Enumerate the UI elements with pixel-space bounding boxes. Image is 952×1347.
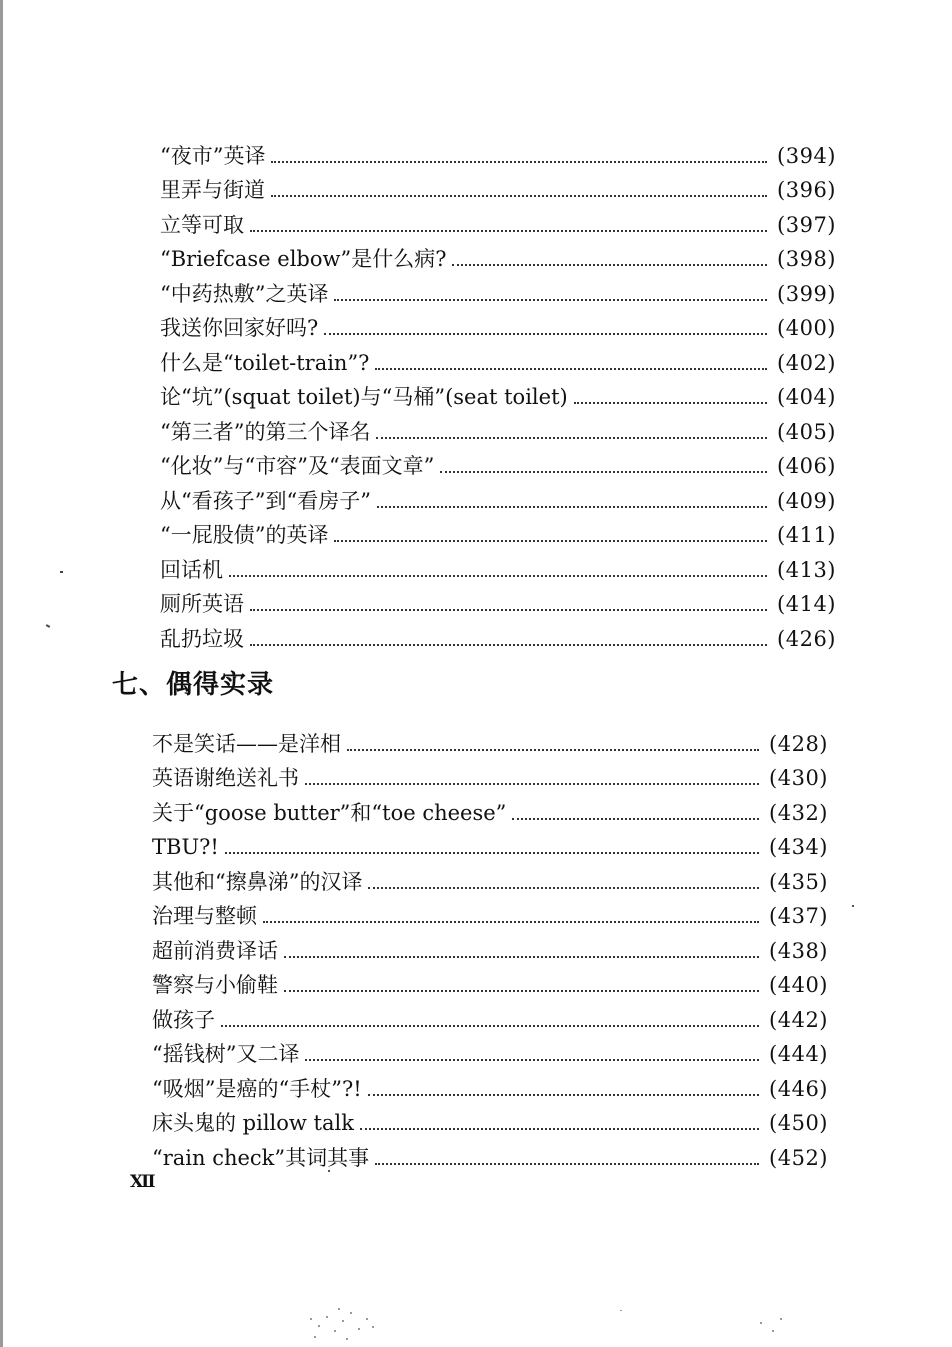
toc-entry-title: TBU?! — [152, 835, 219, 859]
toc-entry-title: 论“坑”(squat toilet)与“马桶”(seat toilet) — [160, 385, 568, 409]
toc-entry-title: “化妆”与“市容”及“表面文章” — [160, 454, 435, 478]
toc-entry-title: “夜市”英译 — [160, 143, 266, 168]
toc-entry-page: (396) — [777, 178, 836, 202]
toc-entry-page: (394) — [777, 143, 836, 168]
page-number: Ⅻ — [130, 1172, 156, 1192]
toc-entry-title: 什么是“toilet-train”? — [160, 350, 370, 375]
toc-entry-title: 警察与小偷鞋 — [152, 973, 278, 997]
toc-entry-page: (440) — [769, 973, 828, 997]
toc-entry-title: “一屁股债”的英译 — [160, 523, 329, 547]
toc-entry-page: (435) — [769, 869, 828, 894]
toc-entry-page: (413) — [777, 557, 836, 582]
toc-entry-title: 厕所英语 — [160, 592, 244, 616]
toc-entry-page: (406) — [777, 454, 836, 478]
toc-entry-title: 里弄与街道 — [160, 178, 265, 202]
toc-entry-page: (414) — [777, 592, 836, 616]
toc-entry-page: (446) — [769, 1076, 828, 1101]
toc-entry-title: 从“看孩子”到“看房子” — [160, 488, 371, 513]
toc-entry-title: 超前消费译话 — [152, 938, 278, 963]
toc-entry-page: (434) — [769, 835, 828, 859]
toc-entry-title: 我送你回家好吗? — [160, 316, 319, 340]
toc-entry-page: (450) — [769, 1111, 828, 1135]
toc-entry-page: (432) — [769, 800, 828, 825]
toc-entry-title: 其他和“擦鼻涕”的汉译 — [152, 869, 363, 894]
toc-entry-page: (452) — [769, 1145, 828, 1170]
toc-entry-title: 关于“goose butter”和“toe cheese” — [152, 800, 507, 825]
toc-entry-title: 治理与整顿 — [152, 904, 257, 928]
section-heading: 七、偶得实录 — [112, 670, 275, 700]
toc-entry-title: “摇钱树”又二译 — [152, 1042, 300, 1066]
toc-entry-page: (411) — [777, 523, 836, 547]
toc-entry-page: (400) — [777, 316, 836, 340]
toc-entry-page: (437) — [769, 904, 828, 928]
toc-entry-title: “吸烟”是癌的“手杖”?! — [152, 1076, 362, 1101]
toc-entry-page: (442) — [769, 1007, 828, 1032]
toc-entry-page: (405) — [777, 419, 836, 444]
toc-entry-title: “第三者”的第三个译名 — [160, 419, 371, 444]
toc-entry-title: “中药热敷”之英译 — [160, 281, 329, 306]
toc-entry-title: 立等可取 — [160, 212, 244, 237]
toc-entry-page: (398) — [777, 247, 836, 271]
toc-entry-page: (397) — [777, 212, 836, 237]
toc-entry-title: “Briefcase elbow”是什么病? — [160, 247, 447, 271]
toc-entry-title: “rain check”其词其事 — [152, 1145, 370, 1170]
toc-entry-title: 床头鬼的 pillow talk — [152, 1111, 354, 1135]
toc-entry-page: (404) — [777, 385, 836, 409]
toc-entry-title: 乱扔垃圾 — [160, 626, 244, 651]
toc-entry-page: (399) — [777, 281, 836, 306]
toc-entry-page: (409) — [777, 488, 836, 513]
toc-entry-title: 回话机 — [160, 557, 223, 582]
toc-entry-title: 英语谢绝送礼书 — [152, 766, 299, 790]
toc-entry-page: (402) — [777, 350, 836, 375]
toc-entry-title: 做孩子 — [152, 1007, 215, 1032]
toc-entry-page: (438) — [769, 938, 828, 963]
toc-entry-page: (430) — [769, 766, 828, 790]
toc-entry-page: (426) — [777, 626, 836, 651]
toc-entry-page: (444) — [769, 1042, 828, 1066]
toc-entry-page: (428) — [769, 731, 828, 756]
toc-entry-title: 不是笑话——是洋相 — [152, 731, 341, 756]
